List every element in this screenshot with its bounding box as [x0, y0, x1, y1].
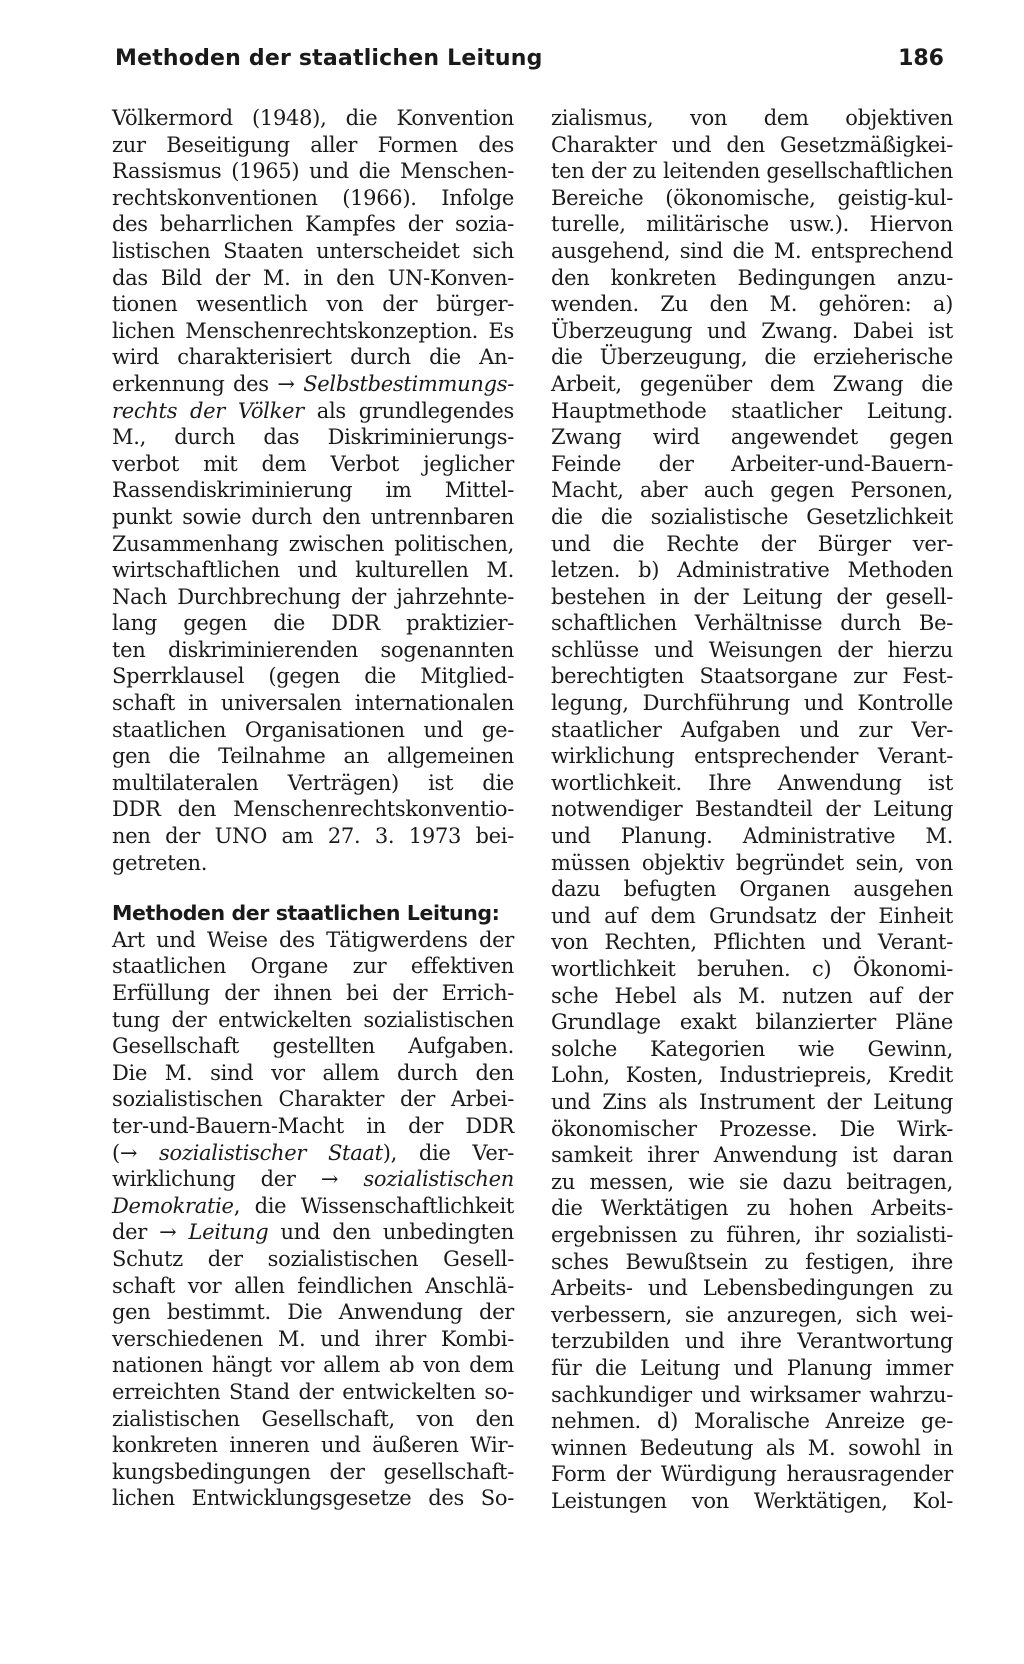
text-line: gen die Teilnahme an allgemeinen — [112, 744, 514, 769]
text-line: ten diskriminierenden sogenannten — [112, 637, 514, 662]
text-line: schaft in universalen internationalen — [112, 691, 514, 716]
text-line: sozialistischen Charakter der Arbei- — [112, 1087, 514, 1112]
text-line: Rassismus (1965) und die Menschen- — [112, 159, 514, 184]
text-line: zialismus, von dem objektiven — [551, 106, 953, 130]
text-line: terzubilden und ihre Verantwortung — [551, 1329, 953, 1354]
entry-body-text — [112, 927, 514, 1512]
text-line: M., durch das Diskriminierungs- — [112, 425, 514, 450]
text-line: und auf dem Grundsatz der Einheit — [551, 903, 953, 928]
text-line: wirklichung der → sozialistischen — [112, 1167, 514, 1192]
text-line: Nach Durchbrechung der jahrzehnte- — [112, 584, 514, 609]
text-line: Bereiche (ökonomische, geistig-kul- — [551, 185, 953, 210]
text-line: turelle, militärische usw.). Hiervon — [551, 212, 953, 237]
text-line: Arbeit, gegenüber dem Zwang die — [551, 371, 953, 396]
text-line: nehmen. d) Moralische Anreize ge- — [551, 1409, 953, 1434]
text-line: von Rechten, Pflichten und Verant- — [551, 930, 953, 955]
text-line: Feinde der Arbeiter-und-Bauern- — [551, 451, 953, 476]
text-line: ter-und-Bauern-Macht in der DDR — [112, 1113, 514, 1138]
text-line: rechtskonventionen (1966). Infolge — [112, 185, 514, 210]
text-line: Die M. sind vor allem durch den — [112, 1060, 514, 1085]
text-line: lichen Menschenrechtskonzeption. Es — [112, 318, 514, 343]
entry-gap — [112, 876, 514, 900]
text-line: verschiedenen M. und ihrer Kombi- — [112, 1326, 514, 1351]
text-line: (→ sozialistischer Staat), die Ver- — [112, 1140, 514, 1165]
text-line: bestehen in der Leitung der gesell- — [551, 584, 953, 609]
text-line: schaftlichen Verhältnisse durch Be- — [551, 611, 953, 636]
page-number: 186 — [898, 46, 944, 71]
text-line: zu messen, wie sie dazu beitragen, — [551, 1169, 953, 1194]
text-line: DDR den Menschenrechtskonventio- — [112, 797, 514, 822]
text-line: Gesellschaft gestellten Aufgaben. — [112, 1034, 514, 1059]
text-line: erreichten Stand der entwickelten so- — [112, 1379, 514, 1404]
text-line: die Überzeugung, die erzieherische — [551, 345, 953, 370]
text-line: Völkermord (1948), die Konvention — [112, 106, 514, 130]
text-line: listischen Staaten unterscheidet sich — [112, 238, 514, 263]
text-line: sches Bewußtsein zu festigen, ihre — [551, 1249, 953, 1274]
text-line: schlüsse und Weisungen der hierzu — [551, 637, 953, 662]
text-line: sche Hebel als M. nutzen auf der — [551, 983, 953, 1008]
text-line: ökonomischer Prozesse. Die Wirk- — [551, 1116, 953, 1141]
text-line: und Planung. Administrative M. — [551, 824, 953, 849]
text-line: müssen objektiv begründet sein, von — [551, 850, 953, 875]
text-line: und die Rechte der Bürger ver- — [551, 531, 953, 556]
text-line: die Werktätigen zu hohen Arbeits- — [551, 1196, 953, 1221]
text-line: zur Beseitigung aller Formen des — [112, 132, 514, 157]
text-line: Überzeugung und Zwang. Dabei ist — [551, 318, 953, 343]
text-line: lichen Entwicklungsgesetze des So- — [112, 1486, 514, 1511]
text-line: kungsbedingungen der gesellschaft- — [112, 1459, 514, 1484]
text-line: sachkundiger und wirksamer wahrzu- — [551, 1382, 953, 1407]
text-line: tung der entwickelten sozialistischen — [112, 1007, 514, 1032]
text-line: nen der UNO am 27. 3. 1973 bei- — [112, 824, 514, 849]
text-line: konkreten inneren und äußeren Wir- — [112, 1433, 514, 1458]
text-line: schaft vor allen feindlichen Anschlä- — [112, 1273, 514, 1298]
text-line: Demokratie, die Wissenschaftlichkeit — [112, 1193, 514, 1218]
text-line: legung, Durchführung und Kontrolle — [551, 691, 953, 716]
continued-entry-text — [112, 105, 514, 876]
text-line: punkt sowie durch den untrennbaren — [112, 504, 514, 529]
text-line: notwendiger Bestandteil der Leitung — [551, 797, 953, 822]
text-line: Arbeits- und Lebensbedingungen zu — [551, 1276, 953, 1301]
text-line: Hauptmethode staatlicher Leitung. — [551, 398, 953, 423]
text-line: Zusammenhang zwischen politischen, — [112, 531, 514, 556]
text-line: multilateralen Verträgen) ist die — [112, 770, 514, 795]
text-line: das Bild der M. in den UN-Konven- — [112, 265, 514, 290]
text-line: Macht, aber auch gegen Personen, — [551, 478, 953, 503]
text-line: tionen wesentlich von der bürger- — [112, 292, 514, 317]
entry-headword: Methoden der staatlichen Leitung: — [112, 901, 500, 926]
text-line: wirklichung entsprechender Verant- — [551, 744, 953, 769]
text-line: verbessern, sie anzuregen, sich wei- — [551, 1302, 953, 1327]
text-line: der → Leitung und den unbedingten — [112, 1220, 515, 1245]
text-line: staatlichen Organisationen und ge- — [112, 717, 514, 742]
text-line: ergebnissen zu führen, ihr sozialisti- — [551, 1222, 953, 1247]
text-line: Form der Würdigung herausragender — [551, 1462, 953, 1487]
text-line: gen bestimmt. Die Anwendung der — [112, 1300, 514, 1325]
text-line: Charakter und den Gesetzmäßigkei- — [551, 132, 953, 157]
text-line: Zwang wird angewendet gegen — [551, 425, 953, 450]
text-line: berechtigten Staatsorgane zur Fest- — [551, 664, 953, 689]
text-line: getreten. — [112, 850, 208, 875]
text-line: dazu befugten Organen ausgehen — [551, 877, 953, 902]
entry-body-continued-text — [551, 105, 953, 1514]
text-line: Grundlage exakt bilanzierter Pläne — [551, 1010, 953, 1035]
text-line: ausgehend, sind die M. entsprechend — [551, 238, 953, 263]
text-line: ten der zu leitenden gesellschaftlichen — [551, 159, 953, 184]
text-line: rechts der Völker als grundlegendes — [112, 398, 514, 423]
text-line: Sperrklausel (gegen die Mitglied- — [112, 664, 514, 689]
text-line: Schutz der sozialistischen Gesell- — [112, 1246, 514, 1271]
text-line: erkennung des → Selbstbestimmungs- — [112, 371, 514, 396]
text-line: wenden. Zu den M. gehören: a) — [551, 292, 953, 317]
text-line: winnen Bedeutung als M. sowohl in — [551, 1435, 953, 1460]
text-line: für die Leitung und Planung immer — [551, 1355, 953, 1380]
text-line: lang gegen die DDR praktizier- — [112, 611, 514, 636]
text-line: Art und Weise des Tätigwerdens der — [112, 927, 514, 952]
text-line: nationen hängt vor allem ab von dem — [112, 1353, 514, 1378]
text-line: wortlichkeit. Ihre Anwendung ist — [551, 770, 953, 795]
text-line: Erfüllung der ihnen bei der Errich- — [112, 981, 514, 1005]
text-line: solche Kategorien wie Gewinn, — [551, 1036, 953, 1061]
running-head: Methoden der staatlichen Leitung — [115, 46, 543, 71]
right-column — [551, 105, 953, 1514]
text-line: wird charakterisiert durch die An- — [112, 345, 514, 370]
text-line: des beharrlichen Kampfes der sozia- — [112, 212, 514, 237]
text-line: wirtschaftlichen und kulturellen M. — [112, 558, 514, 583]
text-line: wortlichkeit beruhen. c) Ökonomi- — [551, 957, 953, 981]
text-line: samkeit ihrer Anwendung ist daran — [551, 1143, 953, 1168]
left-column — [112, 105, 514, 1512]
page-header — [0, 0, 1024, 100]
text-line: staatlichen Organe zur effektiven — [112, 954, 514, 979]
text-line: den konkreten Bedingungen anzu- — [551, 265, 953, 290]
entry-methoden-der-staatlichen-leitung — [112, 900, 514, 1512]
text-line: zialistischen Gesellschaft, von den — [112, 1406, 514, 1431]
text-line: die die sozialistische Gesetzlichkeit — [551, 504, 953, 529]
text-line: Lohn, Kosten, Industriepreis, Kredit — [551, 1063, 953, 1088]
text-line: letzen. b) Administrative Methoden — [551, 558, 953, 583]
text-line: Rassendiskriminierung im Mittel- — [112, 478, 514, 503]
text-line: staatlicher Aufgaben und zur Ver- — [551, 717, 953, 742]
text-line: Leistungen von Werktätigen, Kol- — [551, 1488, 953, 1513]
text-line: und Zins als Instrument der Leitung — [551, 1089, 953, 1114]
text-line: verbot mit dem Verbot jeglicher — [112, 451, 514, 476]
